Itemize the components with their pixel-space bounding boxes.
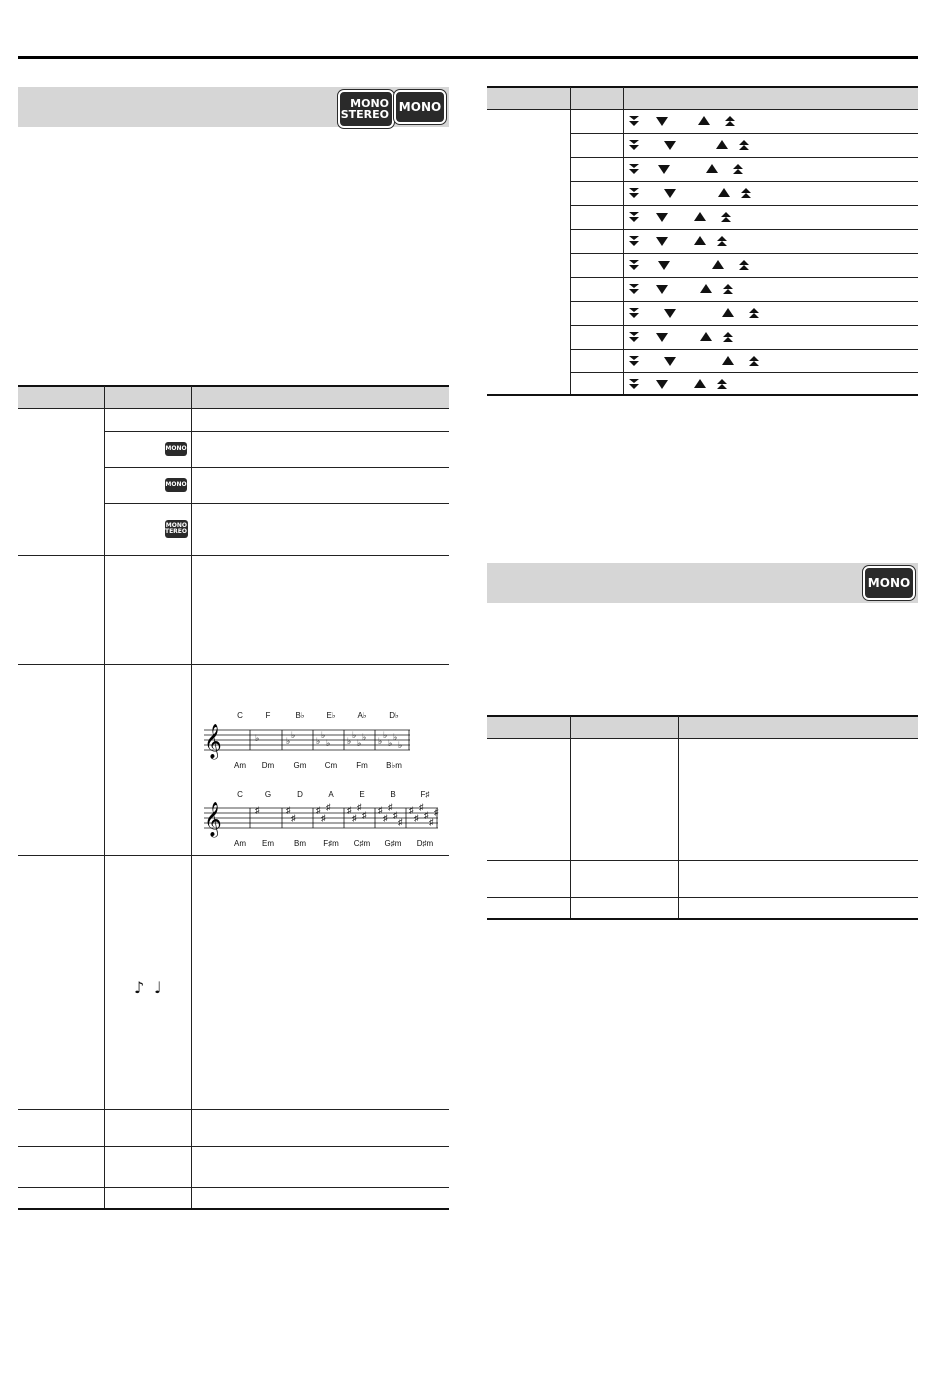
key-major-label: E: [359, 790, 365, 799]
svg-text:♭: ♭: [347, 736, 352, 746]
mono-stereo-badge: [338, 90, 394, 128]
svg-text:♯: ♯: [414, 813, 419, 823]
svg-text:♭: ♭: [291, 730, 296, 740]
lower-table-col-divider: [678, 716, 679, 919]
arrow-row: [628, 355, 908, 369]
up-arrow-icon: [712, 259, 724, 271]
page-top-rule: [18, 56, 918, 59]
svg-text:♭: ♭: [357, 738, 362, 748]
key-minor-label: Am: [234, 761, 246, 770]
down-double-arrow-icon: [628, 283, 640, 295]
svg-text:♯: ♯: [255, 805, 260, 815]
arrow-row: [628, 187, 908, 201]
key-major-label: A♭: [357, 711, 367, 720]
down-double-arrow-icon: [628, 259, 640, 271]
svg-text:♯: ♯: [378, 805, 383, 815]
up-arrow-icon: [722, 355, 734, 367]
mono-mini-badge: MONO: [165, 478, 187, 492]
arrow-row: [628, 115, 908, 129]
right-table-row-rule: [570, 277, 918, 278]
down-arrow-icon: [658, 163, 670, 175]
svg-text:♯: ♯: [286, 805, 291, 815]
sharp-major-labels: [237, 790, 429, 799]
section-header-bar-2: [487, 563, 918, 603]
key-minor-label: Gm: [293, 761, 307, 770]
svg-text:♯: ♯: [398, 817, 403, 827]
key-minor-label: Fm: [356, 761, 368, 770]
arrow-row: [628, 378, 908, 392]
down-double-arrow-icon: [628, 115, 640, 127]
right-table-row-rule: [487, 109, 918, 110]
down-double-arrow-icon: [628, 163, 640, 175]
svg-text:♯: ♯: [321, 813, 326, 823]
quarter-note-icon: ♩: [154, 978, 162, 997]
svg-text:♯: ♯: [388, 802, 393, 812]
right-table-row-rule: [570, 157, 918, 158]
arrow-row: [628, 139, 908, 153]
down-double-arrow-icon: [628, 378, 640, 390]
svg-text:♯: ♯: [434, 807, 439, 817]
svg-text:♭: ♭: [316, 736, 321, 746]
svg-text:♯: ♯: [352, 813, 357, 823]
up-double-arrow-icon: [732, 163, 744, 175]
svg-text:♭: ♭: [286, 736, 291, 746]
key-minor-label: Bm: [294, 839, 306, 848]
sharp-minor-labels: [234, 839, 434, 848]
table-row-rule: [104, 431, 449, 432]
svg-text:♯: ♯: [347, 805, 352, 815]
table-row-rule: [18, 855, 449, 856]
key-minor-label: F♯m: [323, 839, 339, 848]
mono-mini-badge: MONO: [165, 442, 187, 456]
up-double-arrow-icon: [724, 115, 736, 127]
up-double-arrow-icon: [748, 355, 760, 367]
key-minor-label: Dm: [261, 761, 275, 770]
down-arrow-icon: [656, 211, 668, 223]
down-arrow-icon: [656, 331, 668, 343]
key-major-label: B♭: [295, 711, 305, 720]
down-arrow-icon: [656, 378, 668, 390]
key-major-label: A: [328, 790, 334, 799]
key-major-label: C: [237, 790, 243, 799]
svg-text:♯: ♯: [383, 813, 388, 823]
table-row-rule: [18, 1146, 449, 1147]
right-table-row-rule: [570, 133, 918, 134]
down-double-arrow-icon: [628, 187, 640, 199]
down-arrow-icon: [664, 355, 676, 367]
svg-text:♯: ♯: [429, 817, 434, 827]
down-arrow-icon: [656, 283, 668, 295]
up-double-arrow-icon: [748, 307, 760, 319]
lower-table-header-row: [487, 716, 918, 738]
down-double-arrow-icon: [628, 307, 640, 319]
svg-text:♭: ♭: [255, 733, 260, 743]
svg-text:♯: ♯: [419, 802, 424, 812]
table-bottom-rule: [18, 1208, 449, 1210]
down-arrow-icon: [664, 307, 676, 319]
down-arrow-icon: [658, 259, 670, 271]
treble-clef-icon: 𝄞: [204, 803, 222, 836]
lower-table-row-rule: [487, 897, 918, 898]
svg-text:♯: ♯: [291, 813, 296, 823]
lower-table-top-rule: [487, 715, 918, 717]
key-minor-label: Am: [234, 839, 246, 848]
up-double-arrow-icon: [716, 378, 728, 390]
svg-text:♯: ♯: [316, 805, 321, 815]
right-table-top-rule: [487, 86, 918, 88]
lower-table-row-rule: [487, 738, 918, 739]
lower-table-col-divider: [570, 716, 571, 919]
mono-stereo-mini-badge: [160, 520, 188, 538]
down-double-arrow-icon: [628, 235, 640, 247]
svg-text:♯: ♯: [409, 805, 414, 815]
up-arrow-icon: [694, 378, 706, 390]
table-col-divider: [191, 386, 192, 1208]
down-double-arrow-icon: [628, 139, 640, 151]
right-table-header-row: [487, 87, 918, 109]
key-major-label: D: [297, 790, 303, 799]
down-arrow-icon: [664, 139, 676, 151]
flat-minor-labels: [234, 761, 402, 770]
eighth-note-icon: ♪: [134, 978, 145, 997]
key-major-label: C: [237, 711, 243, 720]
mono-badge: MONO: [394, 90, 446, 124]
table-row-rule: [18, 555, 449, 556]
up-arrow-icon: [716, 139, 728, 151]
table-row-rule: [18, 664, 449, 665]
down-double-arrow-icon: [628, 355, 640, 367]
mono-badge: MONO: [863, 566, 915, 600]
table-row-rule: [104, 467, 449, 468]
svg-text:♯: ♯: [357, 802, 362, 812]
svg-text:♭: ♭: [388, 738, 393, 748]
key-major-label: E♭: [326, 711, 336, 720]
svg-text:♯: ♯: [393, 810, 398, 820]
badge-top-label: MONO: [350, 97, 389, 110]
down-double-arrow-icon: [628, 211, 640, 223]
key-major-label: D♭: [389, 711, 399, 720]
right-table-row-rule: [570, 349, 918, 350]
up-arrow-icon: [698, 115, 710, 127]
key-major-label: F♯: [420, 790, 430, 799]
up-arrow-icon: [694, 235, 706, 247]
svg-text:♭: ♭: [362, 732, 367, 742]
up-double-arrow-icon: [740, 187, 752, 199]
up-double-arrow-icon: [720, 211, 732, 223]
up-double-arrow-icon: [738, 259, 750, 271]
svg-text:♯: ♯: [424, 810, 429, 820]
lower-table-row-rule: [487, 860, 918, 861]
key-major-label: G: [264, 790, 272, 799]
up-arrow-icon: [722, 307, 734, 319]
up-double-arrow-icon: [738, 139, 750, 151]
right-table-row-rule: [570, 229, 918, 230]
badge-bottom-label: STEREO: [340, 108, 389, 121]
table-top-rule: [18, 385, 449, 387]
table-header-row: [18, 386, 449, 408]
table-col-divider: [104, 386, 105, 1208]
right-table-row-rule: [570, 181, 918, 182]
key-major-label: B: [390, 790, 396, 799]
key-minor-label: Cm: [324, 761, 338, 770]
up-double-arrow-icon: [722, 283, 734, 295]
key-major-label: F: [265, 711, 271, 720]
arrow-row: [628, 283, 908, 297]
arrow-row: [628, 235, 908, 249]
up-double-arrow-icon: [716, 235, 728, 247]
mini-badge-top: MONO: [165, 522, 187, 529]
right-table-row-rule: [570, 253, 918, 254]
arrow-row: [628, 163, 908, 177]
svg-text:♭: ♭: [383, 730, 388, 740]
flat-major-labels: [237, 711, 399, 720]
key-minor-label: Em: [262, 839, 274, 848]
svg-text:♭: ♭: [398, 740, 403, 750]
arrow-row: [628, 259, 908, 273]
table-row-rule: [18, 1109, 449, 1110]
down-arrow-icon: [656, 115, 668, 127]
up-arrow-icon: [700, 283, 712, 295]
up-arrow-icon: [694, 211, 706, 223]
svg-text:♯: ♯: [326, 802, 331, 812]
svg-text:♭: ♭: [393, 732, 398, 742]
key-minor-label: G♯m: [384, 839, 402, 848]
svg-text:♭: ♭: [321, 730, 326, 740]
svg-text:♭: ♭: [352, 730, 357, 740]
right-table-row-rule: [570, 301, 918, 302]
key-minor-label: D♯m: [416, 839, 434, 848]
down-arrow-icon: [656, 235, 668, 247]
arrow-row: [628, 331, 908, 345]
arrow-row: [628, 307, 908, 321]
svg-text:♭: ♭: [326, 738, 331, 748]
up-double-arrow-icon: [722, 331, 734, 343]
up-arrow-icon: [706, 163, 718, 175]
key-minor-label: B♭m: [386, 761, 402, 770]
right-table-bottom-rule: [487, 394, 918, 396]
lower-table-bottom-rule: [487, 918, 918, 920]
down-double-arrow-icon: [628, 331, 640, 343]
right-table-row-rule: [570, 325, 918, 326]
table-row-rule: [104, 503, 449, 504]
arrow-row: [628, 211, 908, 225]
svg-text:♯: ♯: [362, 810, 367, 820]
svg-text:♭: ♭: [378, 736, 383, 746]
key-minor-label: C♯m: [353, 839, 371, 848]
table-row-rule: [18, 1187, 449, 1188]
flat-key-signatures-staff: [200, 708, 415, 772]
right-table-row-rule: [570, 205, 918, 206]
right-table-row-rule: [570, 372, 918, 373]
down-arrow-icon: [664, 187, 676, 199]
treble-clef-icon: 𝄞: [204, 725, 222, 758]
table-row-rule: [18, 408, 449, 409]
up-arrow-icon: [700, 331, 712, 343]
up-arrow-icon: [718, 187, 730, 199]
mini-badge-bottom: STEREO: [160, 528, 187, 535]
sharp-key-signatures-staff: [200, 788, 445, 852]
